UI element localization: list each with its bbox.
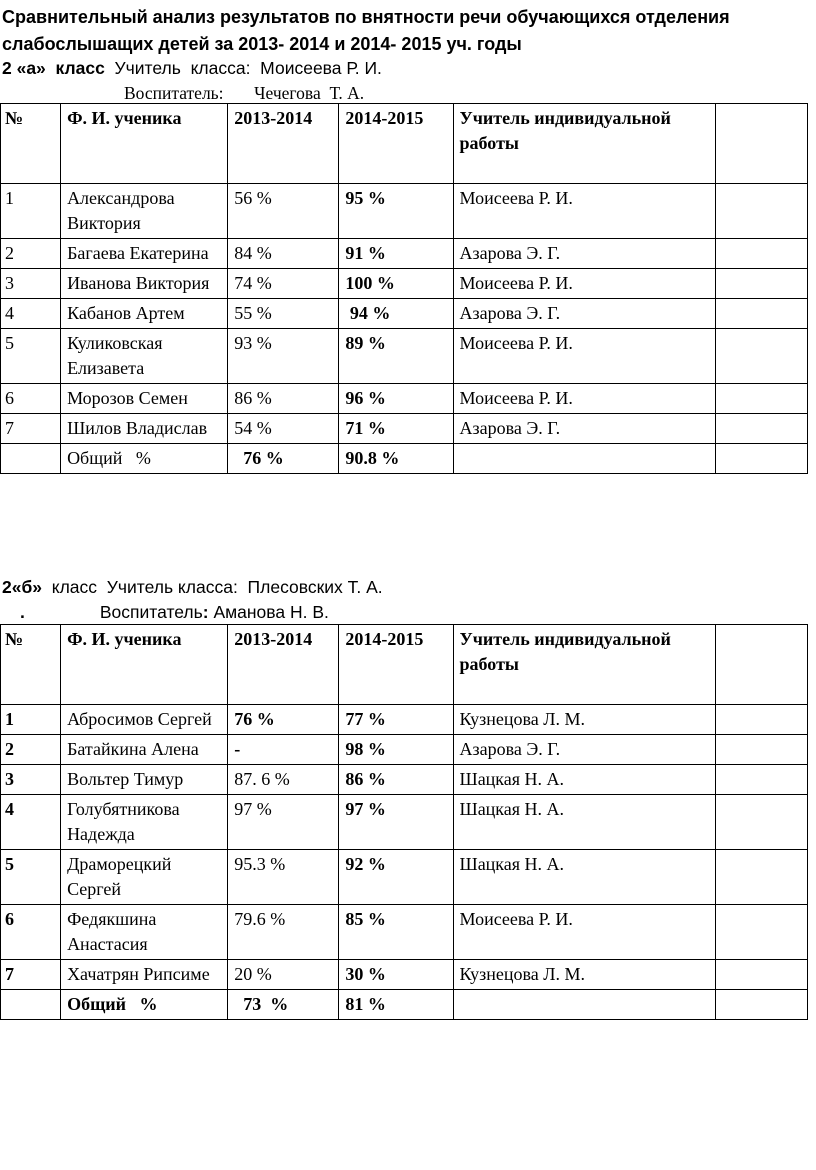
row-teacher: Шацкая Н. А. [453, 850, 715, 905]
row-teacher: Моисеева Р. И. [453, 269, 715, 299]
row-name: Вольтер Тимур [61, 765, 228, 795]
total-row [1, 444, 808, 474]
table-row [1, 850, 808, 905]
row-name: Куликовская Елизавета [61, 329, 228, 384]
row-num: 5 [1, 329, 61, 384]
row-2014-2015: 85 % [339, 905, 453, 960]
row-2014-2015: 77 % [339, 705, 453, 735]
table-row [1, 765, 808, 795]
row-empty [715, 765, 807, 795]
row-2013-2014: 55 % [228, 299, 339, 329]
row-teacher: Моисеева Р. И. [453, 384, 715, 414]
row-teacher: Азарова Э. Г. [453, 239, 715, 269]
row-2013-2014: 84 % [228, 239, 339, 269]
table-row [1, 795, 808, 850]
total-empty [715, 444, 807, 474]
row-empty [715, 850, 807, 905]
row-2014-2015: 86 % [339, 765, 453, 795]
row-2014-2015: 92 % [339, 850, 453, 905]
class-a-label: 2 «а» класс [2, 58, 105, 78]
row-empty [715, 269, 807, 299]
row-num: 6 [1, 384, 61, 414]
row-2014-2015: 95 % [339, 184, 453, 239]
row-name: Морозов Семен [61, 384, 228, 414]
row-empty [715, 705, 807, 735]
class-b-educator [20, 601, 329, 623]
row-2013-2014: 86 % [228, 384, 339, 414]
row-empty [715, 184, 807, 239]
table-row [1, 184, 808, 239]
row-2013-2014: 93 % [228, 329, 339, 384]
row-name: Абросимов Сергей [61, 705, 228, 735]
row-empty [715, 384, 807, 414]
row-teacher: Азарова Э. Г. [453, 299, 715, 329]
header-teacher: Учитель индивидуальной работы [453, 625, 715, 705]
total-teacher [453, 444, 715, 474]
table-header-row [1, 625, 808, 705]
total-num [1, 990, 61, 1020]
row-2014-2015: 89 % [339, 329, 453, 384]
row-teacher: Шацкая Н. А. [453, 795, 715, 850]
row-num: 3 [1, 765, 61, 795]
total-row [1, 990, 808, 1020]
row-2013-2014: 87. 6 % [228, 765, 339, 795]
row-2014-2015: 91 % [339, 239, 453, 269]
row-name: Федякшина Анастасия [61, 905, 228, 960]
row-num: 4 [1, 299, 61, 329]
table-row [1, 269, 808, 299]
row-2013-2014: 56 % [228, 184, 339, 239]
total-label: Общий % [61, 444, 228, 474]
row-2013-2014: 20 % [228, 960, 339, 990]
table-row [1, 905, 808, 960]
row-empty [715, 329, 807, 384]
table-header-row [1, 104, 808, 184]
row-name: Хачатрян Рипсиме [61, 960, 228, 990]
table-row [1, 960, 808, 990]
row-teacher: Кузнецова Л. М. [453, 705, 715, 735]
row-num: 7 [1, 414, 61, 444]
row-teacher: Моисеева Р. И. [453, 905, 715, 960]
row-name: Драморецкий Сергей [61, 850, 228, 905]
total-empty [715, 990, 807, 1020]
row-2014-2015: 94 % [339, 299, 453, 329]
row-empty [715, 299, 807, 329]
row-num: 7 [1, 960, 61, 990]
class-b-educator-label: Воспитатель [99, 602, 203, 622]
row-empty [715, 239, 807, 269]
row-num: 1 [1, 705, 61, 735]
class-a-table [0, 103, 808, 474]
total-2014-2015: 81 % [339, 990, 453, 1020]
row-teacher: Кузнецова Л. М. [453, 960, 715, 990]
row-teacher: Моисеева Р. И. [453, 184, 715, 239]
row-empty [715, 414, 807, 444]
document-title: Сравнительный анализ результатов по внятности речи обучающихся отделения слабослышащих детей за 2013- 2014 и 2014- 2015 уч. годы [2, 7, 730, 54]
total-2013-2014: 76 % [228, 444, 339, 474]
header-name: Ф. И. ученика [61, 625, 228, 705]
class-b-label: 2«б» [2, 577, 43, 597]
row-2014-2015: 30 % [339, 960, 453, 990]
header-2014-2015: 2014-2015 [339, 625, 453, 705]
row-name: Шилов Владислав [61, 414, 228, 444]
class-b-dot: . [20, 602, 25, 622]
row-num: 2 [1, 735, 61, 765]
row-2013-2014: 54 % [228, 414, 339, 444]
class-b-teacher: класс Учитель класса: Плесовских Т. А. [42, 577, 383, 597]
header-name: Ф. И. ученика [61, 104, 228, 184]
class-b-table [0, 624, 808, 1020]
total-num [1, 444, 61, 474]
row-name: Багаева Екатерина [61, 239, 228, 269]
header-2013-2014: 2013-2014 [228, 104, 339, 184]
table-row [1, 384, 808, 414]
row-num: 6 [1, 905, 61, 960]
header-empty [715, 625, 807, 705]
row-teacher: Шацкая Н. А. [453, 765, 715, 795]
row-2013-2014: 97 % [228, 795, 339, 850]
row-2013-2014: 79.6 % [228, 905, 339, 960]
row-name: Иванова Виктория [61, 269, 228, 299]
class-b-educator-name: Аманова Н. В. [208, 602, 329, 622]
row-empty [715, 795, 807, 850]
table-row [1, 299, 808, 329]
row-name: Голубятникова Надежда [61, 795, 228, 850]
row-teacher: Азарова Э. Г. [453, 735, 715, 765]
class-a-heading [2, 57, 382, 79]
header-num: № [1, 625, 61, 705]
row-name: Батайкина Алена [61, 735, 228, 765]
row-2014-2015: 100 % [339, 269, 453, 299]
row-empty [715, 905, 807, 960]
header-2014-2015: 2014-2015 [339, 104, 453, 184]
row-num: 4 [1, 795, 61, 850]
row-2014-2015: 98 % [339, 735, 453, 765]
total-teacher [453, 990, 715, 1020]
row-2013-2014: 95.3 % [228, 850, 339, 905]
class-a-teacher: Учитель класса: Моисеева Р. И. [104, 58, 382, 78]
total-label: Общий % [61, 990, 228, 1020]
row-num: 1 [1, 184, 61, 239]
row-num: 2 [1, 239, 61, 269]
row-2013-2014: - [228, 735, 339, 765]
total-2014-2015: 90.8 % [339, 444, 453, 474]
class-b-educator-colon: : [202, 602, 209, 622]
row-teacher: Азарова Э. Г. [453, 414, 715, 444]
row-2013-2014: 76 % [228, 705, 339, 735]
header-teacher: Учитель индивидуальной работы [453, 104, 715, 184]
header-empty [715, 104, 807, 184]
row-teacher: Моисеева Р. И. [453, 329, 715, 384]
class-b-heading [2, 576, 383, 598]
header-num: № [1, 104, 61, 184]
table-row [1, 735, 808, 765]
row-2014-2015: 71 % [339, 414, 453, 444]
table-row [1, 239, 808, 269]
row-2013-2014: 74 % [228, 269, 339, 299]
total-2013-2014: 73 % [228, 990, 339, 1020]
row-name: Кабанов Артем [61, 299, 228, 329]
row-num: 5 [1, 850, 61, 905]
row-2014-2015: 96 % [339, 384, 453, 414]
table-row [1, 329, 808, 384]
table-row [1, 414, 808, 444]
row-name: Александрова Виктория [61, 184, 228, 239]
class-a-educator: Воспитатель: Чечегова Т. А. [124, 83, 365, 103]
row-2014-2015: 97 % [339, 795, 453, 850]
row-empty [715, 960, 807, 990]
table-row [1, 705, 808, 735]
header-2013-2014: 2013-2014 [228, 625, 339, 705]
row-empty [715, 735, 807, 765]
row-num: 3 [1, 269, 61, 299]
